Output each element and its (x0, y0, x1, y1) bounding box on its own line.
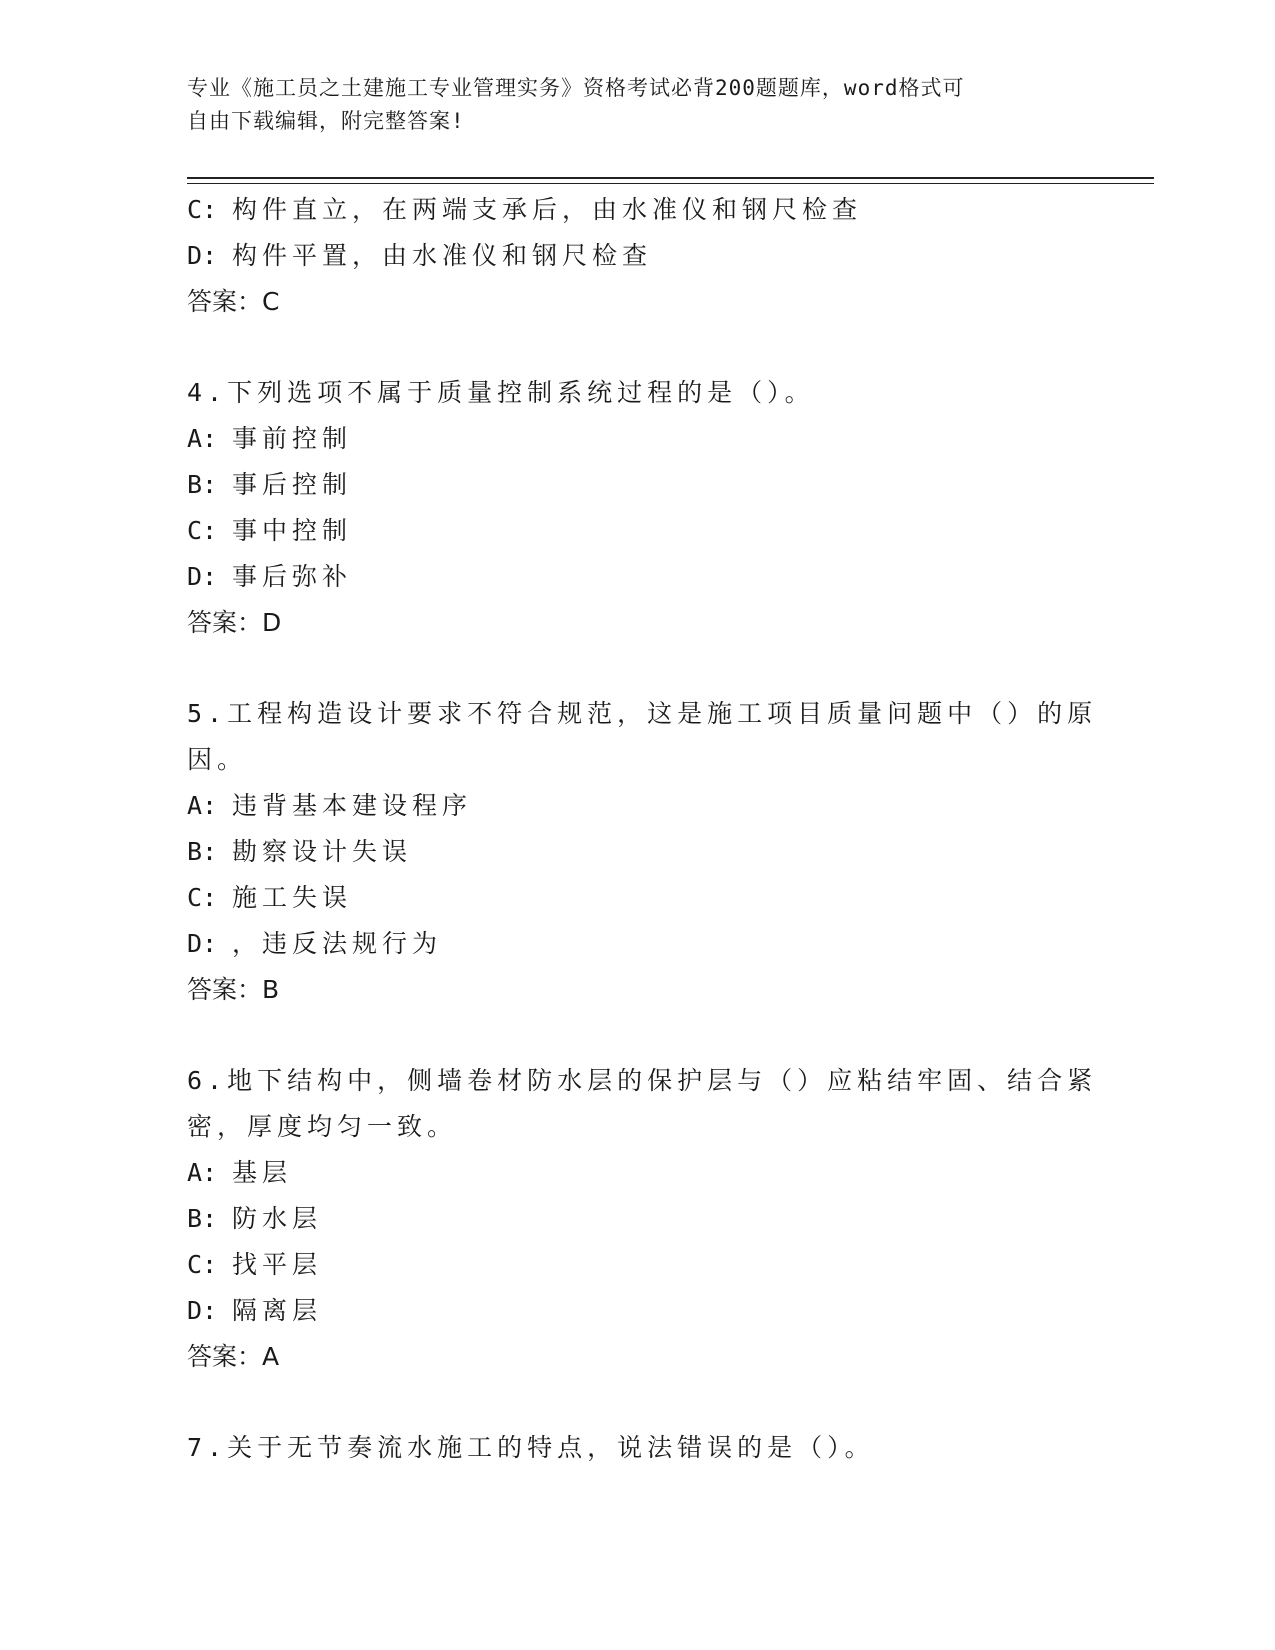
question-stem-line-1: 5.工程构造设计要求不符合规范，这是施工项目质量问题中（）的原 (187, 699, 1098, 728)
option-text: 基层 (232, 1158, 293, 1187)
option-letter: D: (187, 929, 218, 958)
answer-line: 答案：B (187, 975, 280, 1004)
option-text: 构件直立，在两端支承后，由水准仪和钢尺检查 (232, 195, 863, 224)
option-text: 构件平置，由水准仪和钢尺检查 (232, 241, 653, 270)
question-4 (187, 370, 1067, 646)
option-letter: C: (187, 883, 218, 912)
option-a (187, 1150, 1067, 1196)
option-c (187, 187, 1067, 233)
header-title-line-2: 自由下载编辑，附完整答案! (187, 109, 465, 133)
option-text: ，违反法规行为 (232, 929, 443, 958)
option-text: 事后弥补 (232, 562, 353, 591)
option-letter: B: (187, 1204, 218, 1233)
option-text: 事后控制 (232, 470, 353, 499)
option-letter: D: (187, 1296, 218, 1325)
question-stem-line-2: 密，厚度均匀一致。 (187, 1112, 458, 1141)
option-text: 事中控制 (232, 516, 353, 545)
question-list (187, 187, 1098, 1471)
option-text: 找平层 (232, 1250, 323, 1279)
option-text: 违背基本建设程序 (232, 791, 473, 820)
option-c (187, 1242, 1067, 1288)
option-letter: A: (187, 1158, 218, 1187)
option-letter: C: (187, 1250, 218, 1279)
option-letter: B: (187, 837, 218, 866)
option-a (187, 783, 1067, 829)
option-text: 施工失误 (232, 883, 353, 912)
option-letter: A: (187, 424, 218, 453)
option-letter: C: (187, 516, 218, 545)
option-text: 勘察设计失误 (232, 837, 413, 866)
option-b (187, 829, 1067, 875)
question-3 (187, 187, 1067, 325)
question-stem: 4.下列选项不属于质量控制系统过程的是（）。 (187, 378, 815, 407)
option-c (187, 508, 1067, 554)
option-d (187, 233, 1067, 279)
answer-line: 答案：C (187, 287, 280, 316)
header-rule-thin (187, 183, 1154, 184)
option-b (187, 1196, 1067, 1242)
option-d (187, 1288, 1067, 1334)
option-letter: B: (187, 470, 218, 499)
option-b (187, 462, 1067, 508)
question-stem-line-1: 6.地下结构中，侧墙卷材防水层的保护层与（）应粘结牢固、结合紧 (187, 1066, 1098, 1095)
option-letter: C: (187, 195, 218, 224)
document-header (187, 72, 1067, 138)
header-title-line-1: 专业《施工员之土建施工专业管理实务》资格考试必背200题题库，word格式可 (187, 76, 965, 100)
option-text: 事前控制 (232, 424, 353, 453)
question-5 (187, 691, 1098, 1013)
answer-line: 答案：A (187, 1342, 280, 1371)
option-letter: D: (187, 241, 218, 270)
option-d (187, 554, 1067, 600)
option-letter: D: (187, 562, 218, 591)
question-stem: 7.关于无节奏流水施工的特点，说法错误的是（）。 (187, 1433, 875, 1462)
option-text: 隔离层 (232, 1296, 323, 1325)
option-c (187, 875, 1067, 921)
answer-line: 答案：D (187, 608, 282, 637)
option-d (187, 921, 1067, 967)
question-7 (187, 1425, 1067, 1471)
option-a (187, 416, 1067, 462)
question-stem-line-2: 因。 (187, 745, 248, 774)
header-rule-thick (187, 177, 1154, 179)
option-text: 防水层 (232, 1204, 323, 1233)
question-6 (187, 1058, 1098, 1380)
option-letter: A: (187, 791, 218, 820)
